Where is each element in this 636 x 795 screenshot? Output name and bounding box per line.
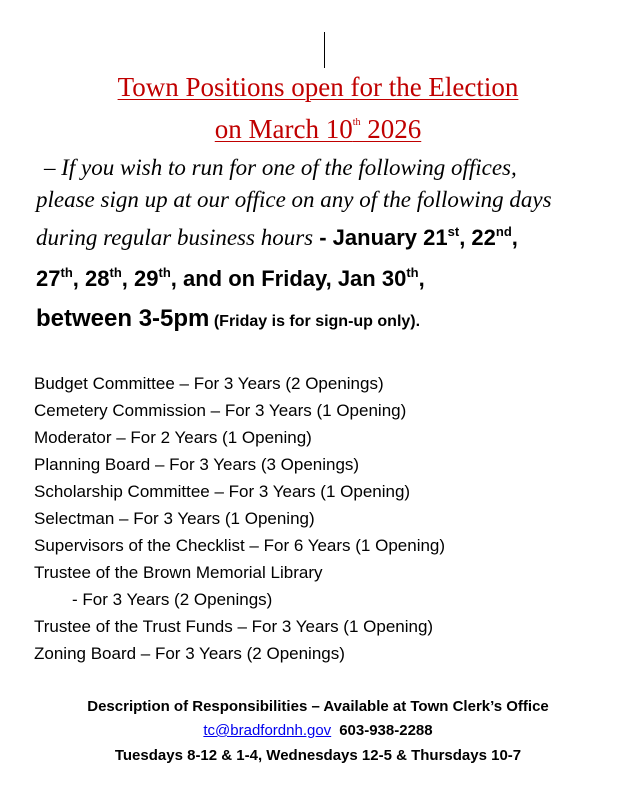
dates-line: 27th, 28th, 29th, and on Friday, Jan 30th, (36, 265, 425, 291)
list-item: Moderator – For 2 Years (1 Opening) (34, 428, 312, 447)
list-item: Zoning Board – For 3 Years (2 Openings) (34, 644, 345, 663)
list-item: Supervisors of the Checklist – For 6 Years (1 Opening) (34, 536, 446, 555)
hours-line: Tuesdays 8-12 & 1-4, Wednesdays 12-5 & Thursdays 10-7 (114, 747, 522, 764)
intro-paragraph (36, 152, 616, 257)
phone-number: 603-938-2288 (339, 722, 433, 739)
text-cursor (324, 32, 325, 68)
list-item: Trustee of the Trust Funds – For 3 Years (1 Opening) (34, 617, 434, 636)
intro-line-3: during regular business hours - January 21st, 22nd, (36, 224, 518, 250)
contact-line (0, 722, 636, 739)
positions-list (34, 372, 445, 669)
intro-line-2: please sign up at our office on any of the following days (36, 187, 552, 212)
list-item: Scholarship Committee – For 3 Years (1 Opening) (34, 482, 411, 501)
description-line: Description of Responsibilities – Available at Town Clerk’s Office (87, 698, 549, 715)
list-item: Budget Committee – For 3 Years (2 Openings) (34, 374, 384, 393)
list-item: Cemetery Commission – For 3 Years (1 Opening) (34, 401, 407, 420)
list-item: Trustee of the Brown Memorial Library (34, 563, 323, 582)
list-item: - For 3 Years (2 Openings) (72, 590, 273, 609)
title-line-1: Town Positions open for the Election (117, 72, 519, 102)
title-line-2: on March 10th 2026 (214, 114, 422, 144)
intro-line-1: – If you wish to run for one of the following offices, (44, 155, 517, 180)
email-link[interactable]: tc@bradfordnh.gov (203, 722, 332, 739)
list-item: Selectman – For 3 Years (1 Opening) (34, 509, 315, 528)
time-line: between 3-5pm (Friday is for sign-up only). (36, 305, 421, 332)
list-item: Planning Board – For 3 Years (3 Openings) (34, 455, 360, 474)
